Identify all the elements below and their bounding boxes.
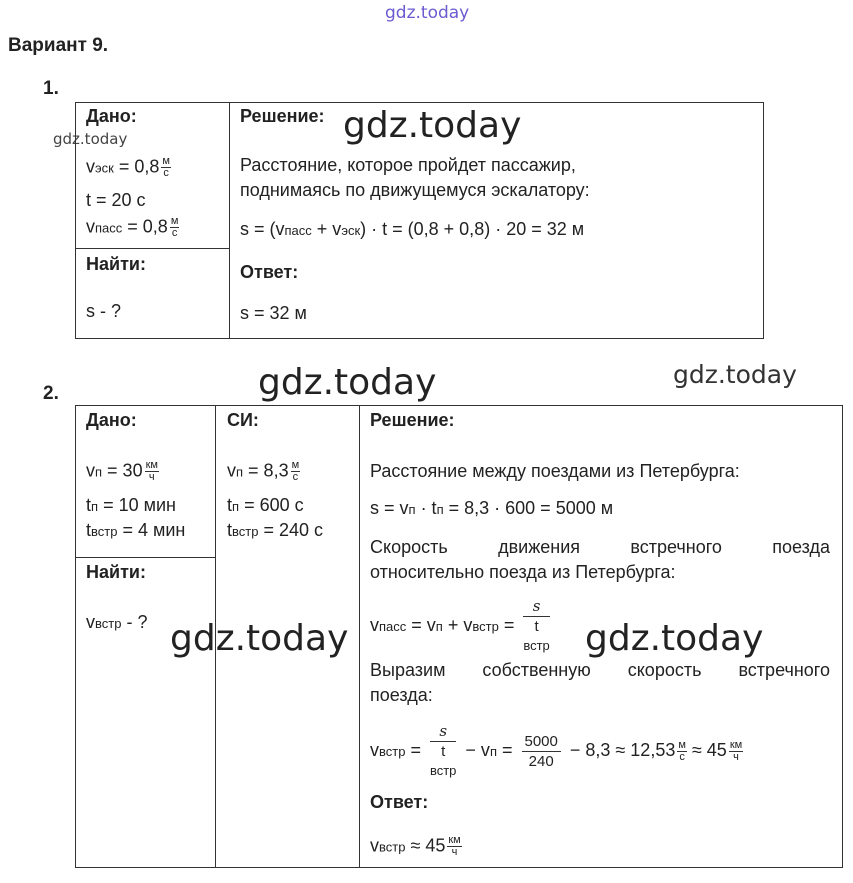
p1-answer-label: Ответ: [240, 262, 299, 282]
p2-formula3: vвстр = s t встр − vп = $\frac{5000}{240}$ − 8,3 ≈ 12,53 $\frac{м}{с}$ ≈ 45 $\frac{км}{ч}$ [370, 722, 743, 778]
p2-text3: относительно поезда из Петербурга: [370, 562, 676, 582]
problem2-given-divider [75, 557, 216, 558]
p2-formula2: vпасс = vп + vвстр = s t встр [370, 597, 550, 653]
p2-answer-label: Ответ: [370, 792, 429, 812]
p2-text5: поезда: [370, 685, 433, 705]
p2-text4: Выразим собственную скорость встречного [370, 660, 830, 680]
p2-find-label: Найти: [86, 562, 146, 582]
p2-tvstr: tвстр = 4 мин [86, 520, 186, 540]
watermark-p2-big: gdz.today [258, 362, 437, 403]
p1-solution-label: Решение: [240, 106, 325, 126]
problem1-number: 1. [43, 78, 59, 99]
p2-text2: Скорость движения встречного поезда [370, 537, 830, 557]
watermark-top: gdz.today [385, 3, 470, 23]
p2-answer-value: vвстр ≈ 45 $\frac{км}{ч}$ [370, 834, 461, 858]
p1-find-value: s - ? [86, 301, 122, 321]
watermark-p2-mid-right: gdz.today [585, 618, 764, 659]
p2-tp: tп = 10 мин [86, 495, 176, 515]
p2-solution-label: Решение: [370, 410, 455, 430]
p2-si-label: СИ: [227, 410, 259, 430]
problem2-number: 2. [43, 383, 59, 404]
watermark-p2-mid-left: gdz.today [170, 618, 349, 659]
p2-si-tp: tп = 600 с [227, 495, 304, 515]
p2-si-vp: vп = 8,3 $\frac{м}{с}$ [227, 459, 300, 483]
problem1-divider [229, 102, 230, 338]
p1-find-label: Найти: [86, 254, 146, 274]
problem1-given-divider [75, 248, 230, 249]
watermark-p2-right: gdz.today [673, 360, 797, 389]
p2-vp: vп = 30 $\frac{км}{ч}$ [86, 459, 158, 483]
p2-find-value: vвстр - ? [86, 612, 148, 632]
p1-text1: Расстояние, которое пройдет пассажир, [240, 155, 576, 175]
p1-v-pass: vпасс = 0,8 $\frac{м}{с}$ [86, 215, 179, 239]
p1-answer-value: s = 32 м [240, 303, 307, 323]
problem2-divider-2 [359, 405, 360, 867]
page-title: Вариант 9. [8, 35, 109, 56]
p1-t: t = 20 с [86, 190, 146, 210]
watermark-p1-small: gdz.today [53, 130, 128, 148]
watermark-p1-big: gdz.today [343, 105, 522, 146]
p2-formula1: s = vп · tп = 8,3 · 600 = 5000 м [370, 498, 614, 518]
p2-si-tvstr: tвстр = 240 с [227, 520, 324, 540]
p2-given-label: Дано: [86, 410, 137, 430]
p2-text1: Расстояние между поездами из Петербурга: [370, 461, 740, 481]
p1-text2: поднимаясь по движущемуся эскалатору: [240, 180, 590, 200]
p1-formula: s = (vпасс + vэск) · t = (0,8 + 0,8) · 20 = 32 м [240, 219, 585, 239]
p1-given-label: Дано: [86, 106, 137, 126]
p1-v-esk: vэск = 0,8 $\frac{м}{с}$ [86, 155, 170, 179]
